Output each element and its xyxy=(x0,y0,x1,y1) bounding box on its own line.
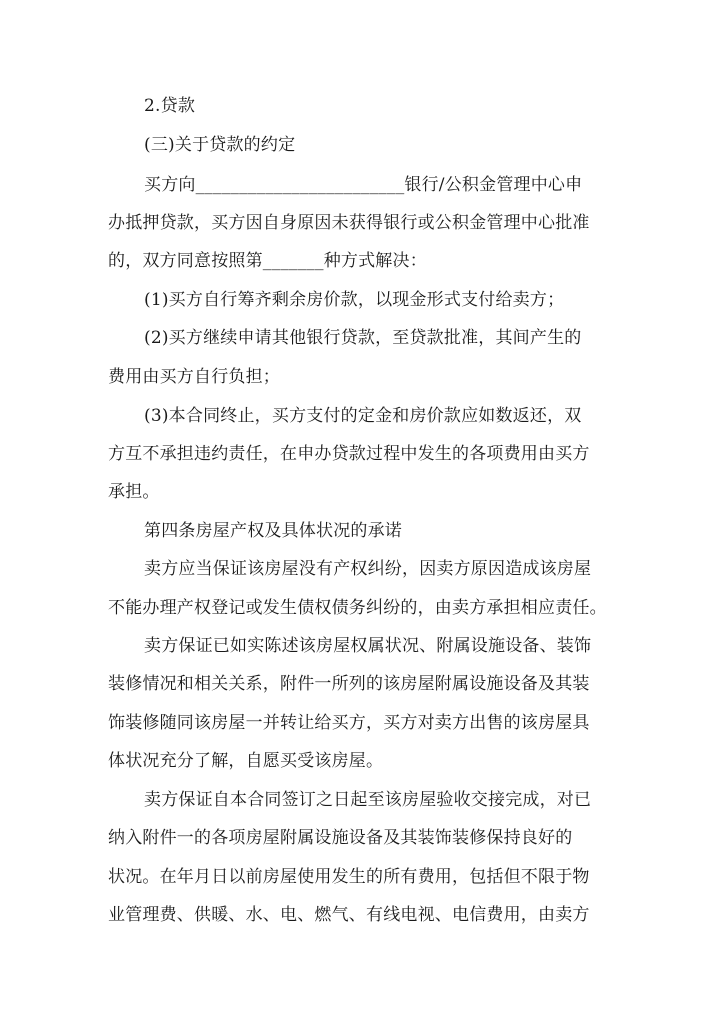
article-heading-property-rights: 第四条房屋产权及具体状况的承诺 xyxy=(144,521,402,541)
paragraph-line: 卖方应当保证该房屋没有产权纠纷，因卖方原因造成该房屋 xyxy=(144,559,592,579)
paragraph-line: 纳入附件一的各项房屋附属设施设备及其装饰装修保持良好的 xyxy=(108,828,573,848)
list-item-option-3: (3)本合同终止，买方支付的定金和房价款应如数返还，双 xyxy=(144,406,582,426)
paragraph-line: 状况。在年月日以前房屋使用发生的所有费用，包括但不限于物 xyxy=(108,867,590,887)
paragraph-line: 业管理费、供暖、水、电、燃气、有线电视、电信费用，由卖方 xyxy=(108,905,590,925)
subsection-heading-loan-agreement: (三)关于贷款的约定 xyxy=(144,135,296,155)
paragraph-line: 不能办理产权登记或发生债权债务纠纷的，由卖方承担相应责任。 xyxy=(108,598,607,618)
paragraph-line: 承担。 xyxy=(108,482,160,502)
paragraph-line: 方互不承担违约责任，在申办贷款过程中发生的各项费用由买方 xyxy=(108,444,590,464)
paragraph-line: 饰装修随同该房屋一并转让给买方，买方对卖方出售的该房屋具 xyxy=(108,713,590,733)
paragraph-line: 装修情况和相关关系，附件一所列的该房屋附属设施设备及其装 xyxy=(108,674,590,694)
section-heading-loan: 2.贷款 xyxy=(144,96,196,116)
list-item-option-2: (2)买方继续申请其他银行贷款，至贷款批准，其间产生的 xyxy=(144,328,582,348)
paragraph-line: 的，双方同意按照第_______种方式解决： xyxy=(108,251,427,271)
paragraph-line: 费用由买方自行负担； xyxy=(108,367,280,387)
paragraph-line: 买方向________________________银行/公积金管理中心申 xyxy=(144,175,583,195)
list-item-option-1: (1)买方自行筹齐剩余房价款，以现金形式支付给卖方； xyxy=(144,290,565,310)
paragraph-line: 办抵押贷款，买方因自身原因未获得银行或公积金管理中心批准 xyxy=(108,213,590,233)
paragraph-line: 体状况充分了解，自愿买受该房屋。 xyxy=(108,751,384,771)
paragraph-line: 卖方保证自本合同签订之日起至该房屋验收交接完成，对已 xyxy=(144,790,592,810)
paragraph-line: 卖方保证已如实陈述该房屋权属状况、附属设施设备、装饰 xyxy=(144,636,592,656)
